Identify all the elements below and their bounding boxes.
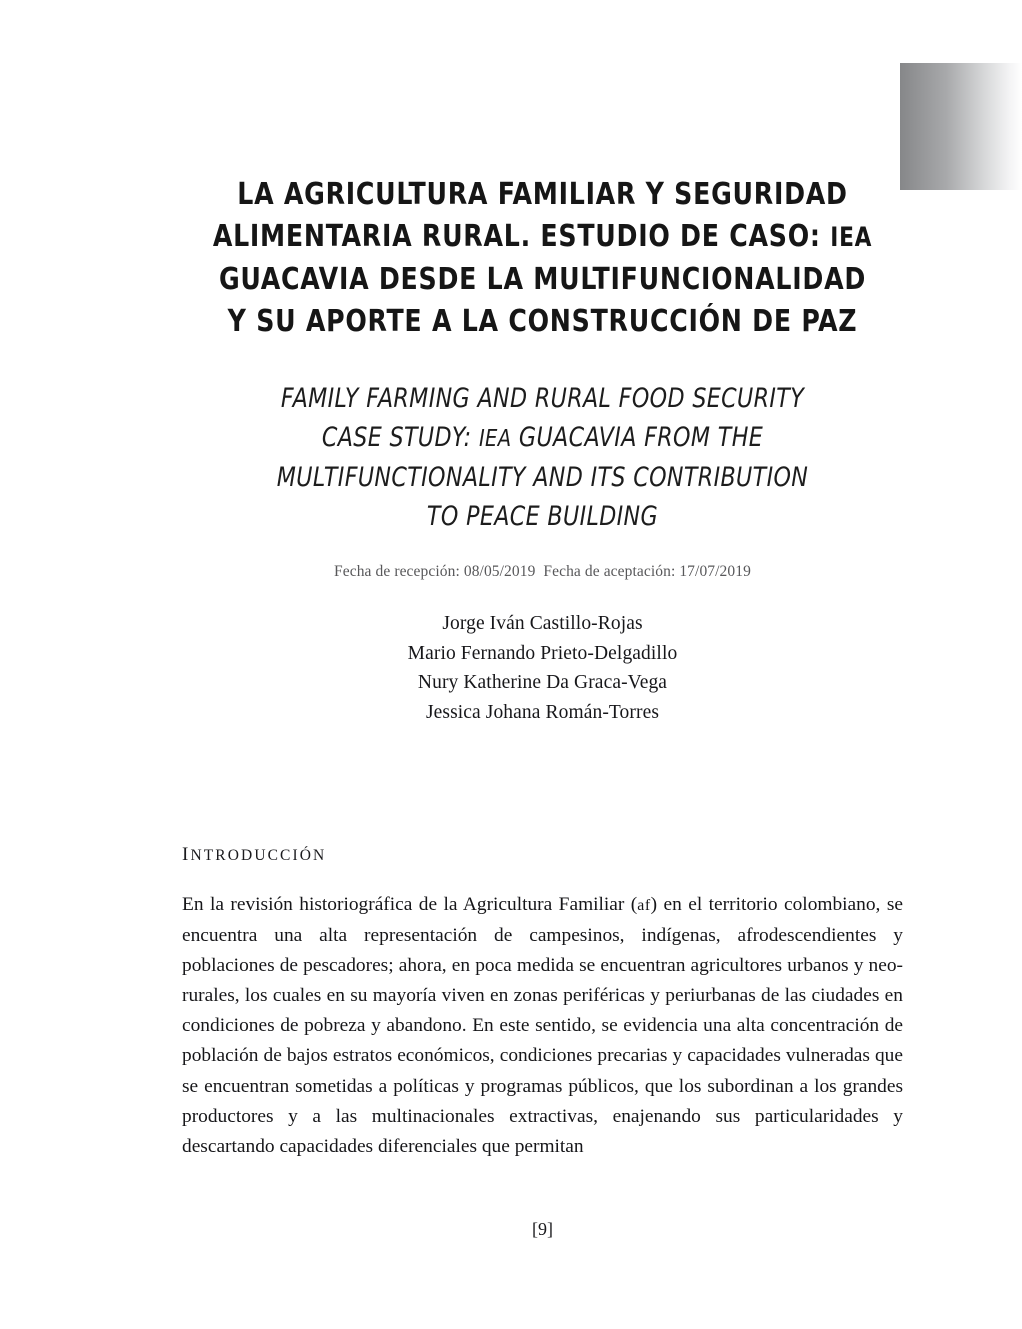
corner-gradient-decoration <box>900 63 1022 190</box>
paragraph-text-after-abbrev: ) en el territorio colombiano, se encuentra una alta representación de campesinos, indígenas, afrodescendientes y poblaciones de pescadores; ahora, en poca medida se encuentran agricultores urbanos y neo-rurales, los cuales en su mayoría viven en zonas periféricas y periurbanas de las ciudades en condiciones de pobreza y abandono. En este sentido, se evidencia una alta concentración de población de bajos estratos económicos, condiciones precarias y capacidades vulneradas que se encuentran sometidas a políticas y programas públicos, que los subordinan a los grandes productores y a las multinacionales extractivas, enajenando sus particularidades y descartando capacidades diferenciales que permitan <box>182 894 903 1157</box>
subtitle-line-4: TO PEACE BUILDING <box>426 501 659 532</box>
smallcaps-acronym: IEA <box>478 425 512 452</box>
author-name: Jessica Johana Román-Torres <box>425 701 660 723</box>
subtitle-line-1: FAMILY FARMING AND RURAL FOOD SECURITY <box>280 383 805 414</box>
body-text <box>182 890 903 1162</box>
title-line-4: Y SU APORTE A LA CONSTRUCCIÓN DE PAZ <box>227 304 858 339</box>
article-page <box>182 0 903 1329</box>
article-title <box>182 174 903 343</box>
author-name: Jorge Iván Castillo-Rojas <box>442 613 643 634</box>
title-line-2: ALIMENTARIA RURAL. ESTUDIO DE CASO: IEA <box>212 219 873 254</box>
subtitle-line-3: MULTIFUNCTIONALITY AND ITS CONTRIBUTION <box>276 462 809 493</box>
publication-dates: Fecha de recepción: 08/05/2019 Fecha de aceptación: 17/07/2019 <box>334 563 751 580</box>
subtitle-line-2: CASE STUDY: IEA GUACAVIA FROM THE <box>321 422 764 453</box>
title-line-3: GUACAVIA DESDE LA MULTIFUNCIONALIDAD <box>218 262 867 297</box>
author-list <box>182 609 903 727</box>
article-subtitle-english <box>182 379 903 536</box>
author-name: Nury Katherine Da Graca-Vega <box>417 672 668 693</box>
heading-remainder: NTRODUCCIÓN <box>190 847 327 864</box>
section-heading-introduccion <box>182 844 903 866</box>
page-number: [9] <box>532 1219 553 1239</box>
paragraph-text-before-abbrev: En la revisión historiográfica de la Agricultura Familiar ( <box>182 894 638 915</box>
paragraph <box>182 890 903 1162</box>
title-line-1: LA AGRICULTURA FAMILIAR Y SEGURIDAD <box>237 177 848 212</box>
heading-initial: I <box>182 844 191 865</box>
author-name: Mario Fernando Prieto-Delgadillo <box>407 642 678 664</box>
abbreviation-af: af <box>637 897 651 914</box>
smallcaps-acronym: IEA <box>830 223 873 253</box>
